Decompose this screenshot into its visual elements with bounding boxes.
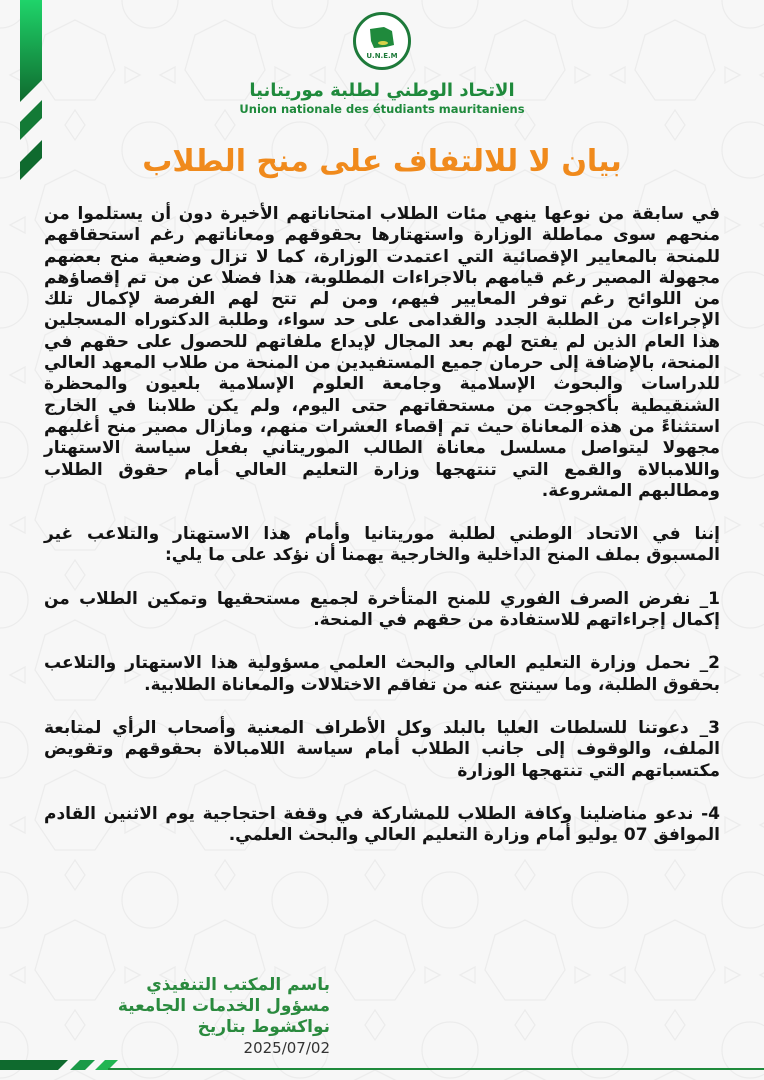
demand-point-3: 3_ دعوتنا للسلطات العليا بالبلد وكل الأطراف المعنية وأصحاب الرأي لمتابعة الملف، والوقوف إلى جانب الطلاب أمام سياسة اللامبالاة بحقوقهم وتقويض مكتسباتهم التي تنتهجها الوزارة — [44, 717, 720, 781]
intro-paragraph: في سابقة من نوعها ينهي مئات الطلاب امتحاناتهم الأخيرة دون أن يستلموا من منحهم سوى مماطلة الوزارة واستهتارها بحقوقهم ومعاناتهم رغم استحقاقهم للمنحة بالمعايير الإقصائية التي اعتمدت الوزارة، كما لا تزال وضعية منح بعضهم مجهولة المصير رغم قيامهم بالاجراءات المطلوبة، هذا فضلا عن من تم إقصاؤهم من اللوائح رغم توفر المعايير فيهم، ومن لم تتح لهم الفرصة لإكمال تلك الإجراءات من الطلبة الجدد والقدامى على حد سواء، وطلبة الدكتوراه المسجلين هذا العام الذين لم يفتح لهم بعد المجال لإيداع ملفاتهم للحصول على حقهم في المنحة، بالإضافة إلى حرمان جميع المستفيدين من المنحة من طلاب المعهد العالي للدراسات والبحوث الإسلامية وجامعة العلوم الإسلامية بلعيون والمحظرة الشنقيطية بأكجوجت من مستحقاتهم حتى اليوم، ولم يكن طلابنا في الخارج استثناءً من هذه المعاناة حيث تم إقصاء العشرات منهم، ومازال مصير منح أغلبهم مجهولا ليتواصل مسلسل معاناة الطالب الموريتاني بفعل سياسة الاستهتار واللامبالاة والقمع التي تنتهجها وزارة التعليم العالي أمام حقوق الطلاب ومطالبهم المشروعة. — [44, 204, 720, 501]
letterhead — [0, 12, 764, 116]
logo-text: U.N.E.M — [366, 52, 398, 60]
demand-point-4: 4- ندعو مناضلينا وكافة الطلاب للمشاركة في وقفة احتجاجية يوم الاثنين القادم الموافق 07 يوليو أمام وزارة التعليم العالي والبحث العلمي. — [44, 803, 720, 846]
signature-date: 2025/07/02 — [243, 1039, 330, 1057]
signature-line-1: باسم المكتب التنفيذي — [146, 975, 330, 995]
signature-block — [110, 975, 330, 1059]
unem-logo — [353, 12, 411, 70]
organization-name-french: Union nationale des étudiants mauritaniens — [239, 102, 525, 116]
statement-body — [44, 204, 720, 846]
demand-point-2: 2_ نحمل وزارة التعليم العالي والبحث العلمي مسؤولية هذا الاستهتار والتلاعب بحقوق الطلبة، وما سينتج عنه من تفاقم الاختلالات والمعاناة الطلابية. — [44, 653, 720, 695]
statement-title: بيان لا للالتفاف على منح الطلاب — [142, 144, 622, 179]
stance-paragraph: إننا في الاتحاد الوطني لطلبة موريتانيا وأمام هذا الاستهتار والتلاعب غير المسبوق بملف المنح الداخلية والخارجية يهمنا أن نؤكد على ما يلي: — [44, 524, 720, 566]
demand-point-1: 1_ نفرض الصرف الفوري للمنح المتأخرة لجميع مستحقيها وتمكين الطلاب من إكمال إجراءاتهم للاستفادة من حقهم في المنحة. — [44, 588, 720, 631]
signature-line-2: مسؤول الخدمات الجامعية — [117, 996, 330, 1016]
signature-place-date — [110, 1017, 330, 1059]
signature-place: نواكشوط بتاريخ — [197, 1017, 330, 1037]
organization-name-arabic: الاتحاد الوطني لطلبة موريتانيا — [249, 80, 515, 101]
